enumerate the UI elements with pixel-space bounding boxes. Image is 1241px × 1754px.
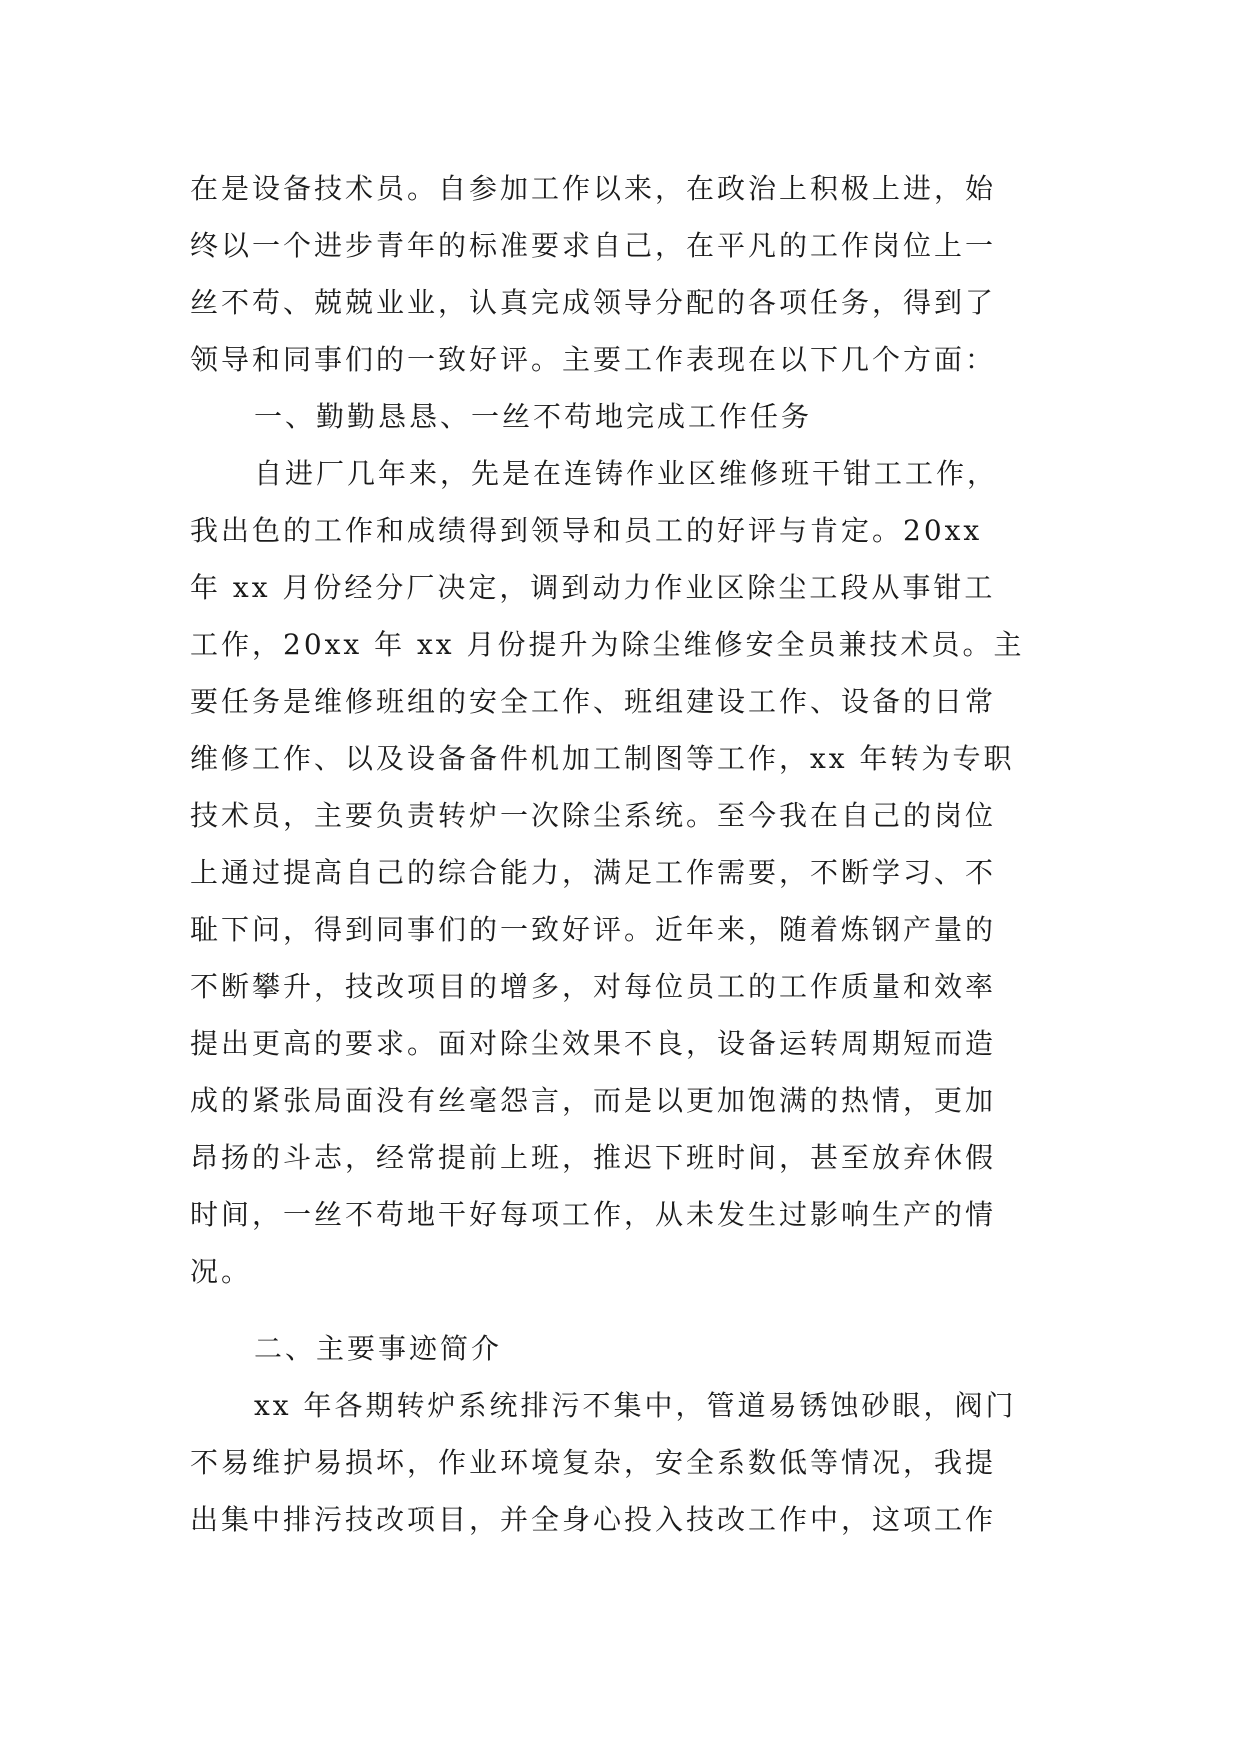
paragraph-line: 工作，20xx 年 xx 月份提升为除尘维修安全员兼技术员。主 bbox=[190, 628, 1025, 661]
paragraph-line: 不易维护易损坏，作业环境复杂，安全系数低等情况，我提 bbox=[190, 1446, 997, 1479]
body-text bbox=[190, 160, 1050, 1548]
paragraph-line: 丝不苟、兢兢业业，认真完成领导分配的各项任务，得到了 bbox=[190, 286, 997, 319]
paragraph-line: 提出更高的要求。面对除尘效果不良，设备运转周期短而造 bbox=[190, 1027, 997, 1060]
paragraph-line: 要任务是维修班组的安全工作、班组建设工作、设备的日常 bbox=[190, 685, 997, 718]
paragraph-line: 耻下问，得到同事们的一致好评。近年来，随着炼钢产量的 bbox=[190, 913, 997, 946]
paragraph-line: 况。 bbox=[190, 1255, 253, 1288]
paragraph-line: 领导和同事们的一致好评。主要工作表现在以下几个方面： bbox=[190, 343, 997, 376]
paragraph-line: 昂扬的斗志，经常提前上班，推迟下班时间，甚至放弃休假 bbox=[190, 1141, 997, 1174]
paragraph-line: 出集中排污技改项目，并全身心投入技改工作中，这项工作 bbox=[190, 1503, 997, 1536]
paragraph-line: 技术员，主要负责转炉一次除尘系统。至今我在自己的岗位 bbox=[190, 799, 997, 832]
paragraph-line: 年 xx 月份经分厂决定，调到动力作业区除尘工段从事钳工 bbox=[190, 571, 996, 604]
paragraph-line: xx 年各期转炉系统排污不集中，管道易锈蚀砂眼，阀门 bbox=[254, 1389, 1017, 1422]
paragraph-line: 我出色的工作和成绩得到领导和员工的好评与肯定。20xx bbox=[190, 514, 983, 547]
section-heading: 二、主要事迹简介 bbox=[254, 1332, 503, 1365]
paragraph-line: 维修工作、以及设备备件机加工制图等工作，xx 年转为专职 bbox=[190, 742, 1015, 775]
paragraph-line: 自进厂几年来，先是在连铸作业区维修班干钳工工作， bbox=[254, 457, 999, 490]
paragraph-line: 在是设备技术员。自参加工作以来，在政治上积极上进，始 bbox=[190, 172, 997, 205]
paragraph-line: 成的紧张局面没有丝毫怨言，而是以更加饱满的热情，更加 bbox=[190, 1084, 997, 1117]
paragraph-line: 上通过提高自己的综合能力，满足工作需要，不断学习、不 bbox=[190, 856, 997, 889]
paragraph-line: 不断攀升，技改项目的增多，对每位员工的工作质量和效率 bbox=[190, 970, 997, 1003]
paragraph-line: 时间，一丝不苟地干好每项工作，从未发生过影响生产的情 bbox=[190, 1198, 997, 1231]
paragraph-line: 终以一个进步青年的标准要求自己，在平凡的工作岗位上一 bbox=[190, 229, 997, 262]
section-heading: 一、勤勤恳恳、一丝不苟地完成工作任务 bbox=[254, 400, 813, 433]
